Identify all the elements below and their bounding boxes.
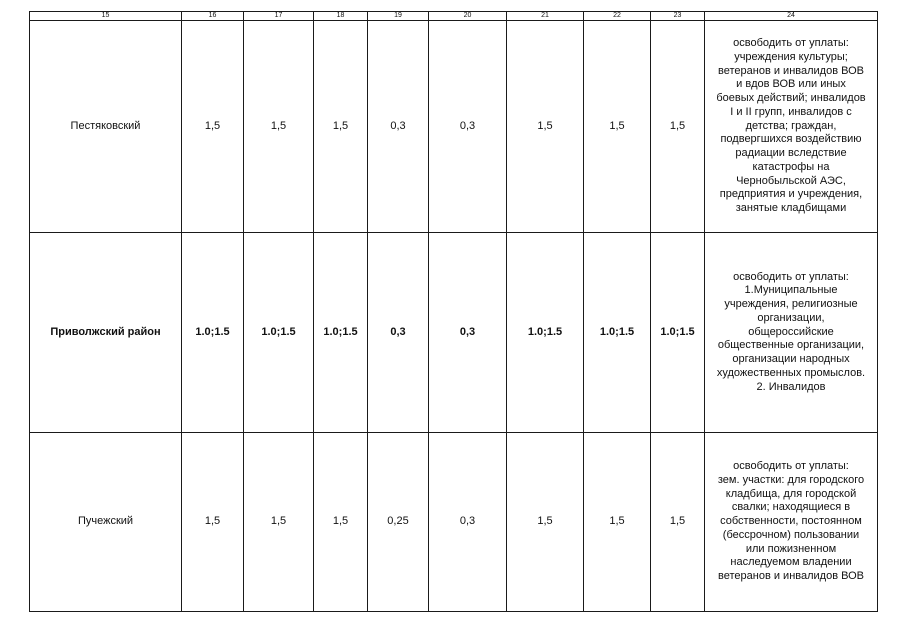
exemption-note: освободить от уплаты: учреждения культуры; ветеранов и инвалидов ВОВ и вдов ВОВ или иных боевых действий; инвалидов I и II групп, инвалидов с детства; граждан, подвергшихся воздействию радиации вследствие катастрофы на Чернобыльской АЭС, предприятия и учреждения, занятые кладбищами xyxy=(705,21,878,233)
rate-cell: 1,5 xyxy=(507,21,584,233)
rate-cell: 1.0;1.5 xyxy=(584,233,651,433)
rate-cell: 0,3 xyxy=(368,233,429,433)
rate-cell: 1,5 xyxy=(182,21,244,233)
column-number: 19 xyxy=(368,12,429,21)
rate-cell: 1,5 xyxy=(182,433,244,612)
exemption-note: освободить от уплаты: зем. участки: для городского кладбища, для городской свалки; находящиеся в собственности, постоянном (бессрочном) пользовании или пожизненном наследуемом владении ветеранов и инвалидов ВОВ xyxy=(705,433,878,612)
rate-cell: 1,5 xyxy=(584,433,651,612)
column-number: 24 xyxy=(705,12,878,21)
rate-cell: 1.0;1.5 xyxy=(244,233,314,433)
rate-cell: 1,5 xyxy=(314,21,368,233)
column-number: 20 xyxy=(429,12,507,21)
column-number: 16 xyxy=(182,12,244,21)
exemption-note: освободить от уплаты: 1.Муниципальные учреждения, религиозные организации, общероссийские общественные организации, организации народных художественных промыслов. 2. Инвалидов xyxy=(705,233,878,433)
district-name: Пучежский xyxy=(30,433,182,612)
rate-cell: 0,3 xyxy=(368,21,429,233)
rate-cell: 1.0;1.5 xyxy=(182,233,244,433)
rate-cell: 1,5 xyxy=(244,433,314,612)
rate-cell: 0,3 xyxy=(429,233,507,433)
column-number: 17 xyxy=(244,12,314,21)
tax-rates-table xyxy=(29,11,878,612)
rate-cell: 1,5 xyxy=(507,433,584,612)
column-number: 22 xyxy=(584,12,651,21)
column-number-row xyxy=(30,12,878,21)
table-row xyxy=(30,433,878,612)
rate-cell: 1,5 xyxy=(651,433,705,612)
rate-cell: 0,3 xyxy=(429,21,507,233)
column-number: 18 xyxy=(314,12,368,21)
rate-cell: 1.0;1.5 xyxy=(651,233,705,433)
column-number: 23 xyxy=(651,12,705,21)
district-name: Приволжский район xyxy=(30,233,182,433)
column-number: 21 xyxy=(507,12,584,21)
rate-cell: 1,5 xyxy=(651,21,705,233)
table-row xyxy=(30,21,878,233)
column-number: 15 xyxy=(30,12,182,21)
rate-cell: 1.0;1.5 xyxy=(507,233,584,433)
rate-cell: 1.0;1.5 xyxy=(314,233,368,433)
rate-cell: 0,25 xyxy=(368,433,429,612)
rate-cell: 0,3 xyxy=(429,433,507,612)
table-row xyxy=(30,233,878,433)
rate-cell: 1,5 xyxy=(244,21,314,233)
district-name: Пестяковский xyxy=(30,21,182,233)
rate-cell: 1,5 xyxy=(584,21,651,233)
rate-cell: 1,5 xyxy=(314,433,368,612)
